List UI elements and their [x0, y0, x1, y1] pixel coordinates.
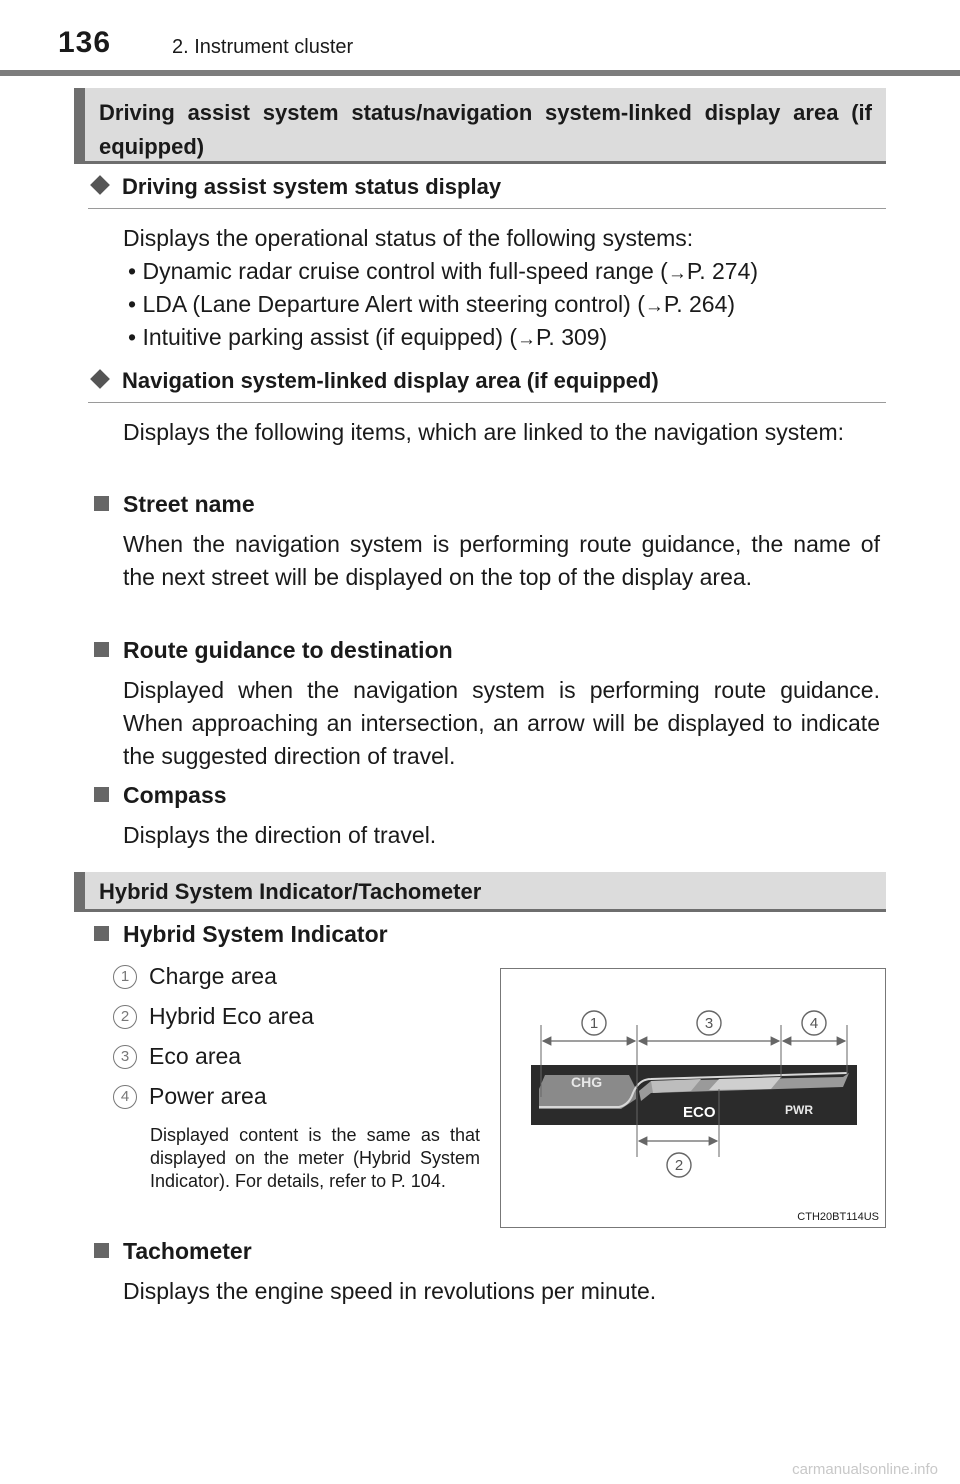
number-badge: 1 [113, 965, 137, 989]
square-bullet-icon [94, 1243, 109, 1258]
list-item: 1 Charge area [113, 960, 277, 993]
square-bullet-icon [94, 926, 109, 941]
callout-number: 1 [589, 1015, 599, 1032]
pwr-label: PWR [785, 1103, 813, 1117]
paragraph-street-name: When the navigation system is performing route guidance, the name of the next street will be displayed on the top of the display area. [123, 531, 880, 590]
heading-tachometer: Tachometer [94, 1235, 252, 1268]
number-badge: 2 [113, 1005, 137, 1029]
eco-label: ECO [683, 1104, 716, 1121]
subsection-title: Navigation system-linked display area (if equipped) [122, 368, 659, 393]
hybrid-indicator-diagram [501, 969, 885, 1227]
list-item: 4 Power area [113, 1080, 267, 1113]
chg-label: CHG [571, 1074, 603, 1090]
subsection-driving-assist-status [88, 174, 886, 209]
heading-hybrid-indicator: Hybrid System Indicator [94, 918, 388, 951]
page-reference-link[interactable]: P. 264) [663, 291, 736, 317]
figure-code: CTH20BT114US [797, 1211, 879, 1223]
callout-number: 3 [704, 1015, 714, 1032]
subsection-navigation-linked [88, 368, 886, 403]
callout-number: 4 [809, 1015, 819, 1032]
number-badge: 3 [113, 1045, 137, 1069]
subsection-title: Driving assist system status display [122, 174, 502, 199]
paragraph-route-guidance: Displayed when the navigation system is performing route guidance. When approaching an intersection, an arrow will be displayed to indicate the suggested direction of travel. [123, 677, 880, 769]
square-bullet-icon [94, 787, 109, 802]
section-title-hybrid-tachometer: Hybrid System Indicator/Tachometer [74, 872, 886, 912]
section-title-driving-assist: Driving assist system status/navigation system-linked display area (if equipped) [74, 88, 886, 164]
square-bullet-icon [94, 496, 109, 511]
hybrid-indicator-figure [500, 968, 886, 1228]
paragraph-compass: Displays the direction of travel. [123, 822, 437, 848]
right-arrow-icon: → [644, 296, 664, 317]
list-item: • Dynamic radar cruise control with full-speed range (→P. 274) [128, 258, 759, 284]
chapter-title: 2. Instrument cluster [172, 36, 354, 58]
page-number: 136 [58, 26, 112, 59]
header-rule [0, 70, 960, 76]
list-item: • LDA (Lane Departure Alert with steering control) (→P. 264) [128, 291, 736, 317]
square-bullet-icon [94, 642, 109, 657]
number-badge: 4 [113, 1085, 137, 1109]
list-item: 2 Hybrid Eco area [113, 1000, 314, 1033]
callout-number: 2 [674, 1157, 684, 1174]
right-arrow-icon: → [667, 263, 687, 284]
paragraph-navigation-intro: Displays the following items, which are linked to the navigation system: [123, 419, 845, 445]
note-hybrid-indicator: Displayed content is the same as that displayed on the meter (Hybrid System Indicator). For details, refer to P. 104. [150, 1125, 480, 1191]
right-arrow-icon: → [517, 329, 537, 350]
heading-street-name: Street name [94, 488, 255, 521]
heading-compass: Compass [94, 779, 227, 812]
page-reference-link[interactable]: P. 309) [536, 324, 608, 350]
watermark: carmanualsonline.info [792, 1461, 938, 1478]
diamond-bullet-icon [90, 175, 110, 195]
page-reference-link[interactable]: P. 274) [686, 258, 759, 284]
list-item: • Intuitive parking assist (if equipped) (→P. 309) [128, 324, 608, 350]
list-item: 3 Eco area [113, 1040, 241, 1073]
paragraph-status-intro: Displays the operational status of the following systems: [123, 225, 694, 251]
paragraph-tachometer: Displays the engine speed in revolutions per minute. [123, 1278, 657, 1304]
heading-route-guidance: Route guidance to destination [94, 634, 453, 667]
page-header [0, 0, 960, 80]
diamond-bullet-icon [90, 369, 110, 389]
